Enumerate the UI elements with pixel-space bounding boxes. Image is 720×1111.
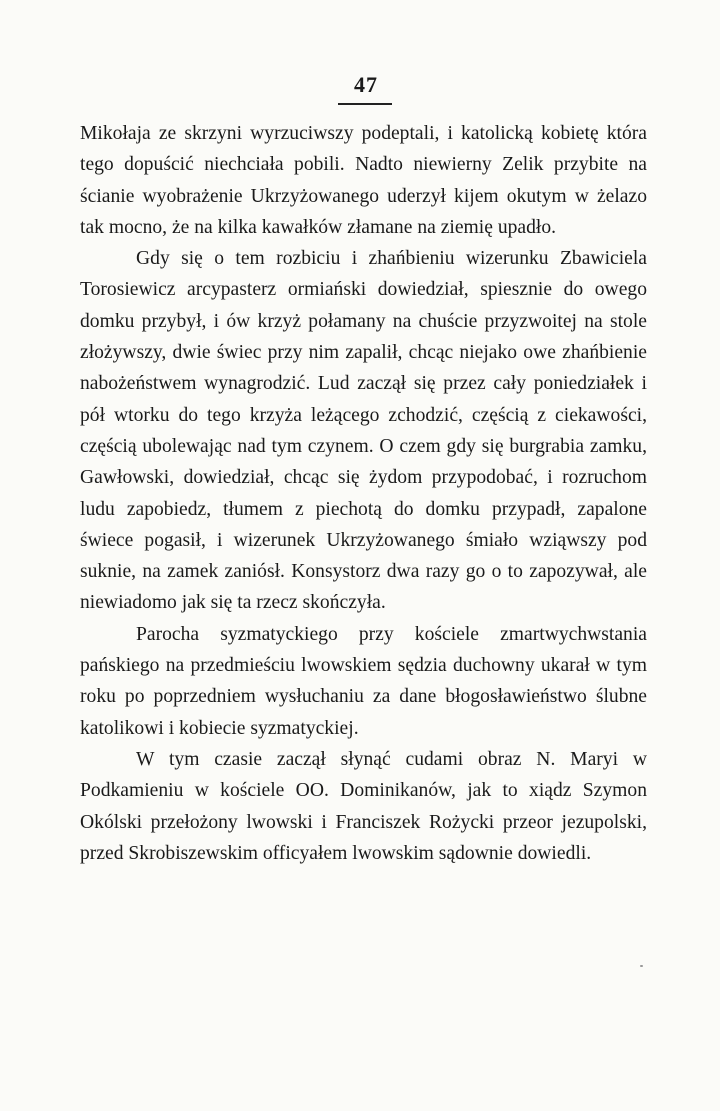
body-text — [80, 118, 647, 869]
paragraph-3: Parocha syzmatyckiego przy kościele zmartwychwstania pańskiego na przedmieściu lwowskiem sędzia duchowny ukarał w tym roku po poprzedniem wysłuchaniu za dane błogosławieństwo ślubne katolikowi i kobiecie syzmatyckiej. — [80, 623, 647, 739]
page-number-rule — [338, 103, 392, 105]
paper-speck — [640, 965, 643, 967]
paragraph-4: W tym czasie zaczął słynąć cudami obraz N. Maryi w Podkamieniu w kościele OO. Dominikanów, jak to xiądz Szymon Okólski przełożony lwowski i Franciszek Rożycki przeor jezupolski, przed Skrobiszewskim officyałem lwowskim sądownie dowiedli. — [80, 748, 647, 864]
paragraph-1: Mikołaja ze skrzyni wyrzuciwszy podeptali, i katolicką kobietę która tego dopuścić niechciała pobili. Nadto niewierny Zelik przybite na ścianie wyobrażenie Ukrzyżowanego uderzył kijem okutym w żelazo tak mocno, że na kilka kawałków złamane na ziemię upadło. — [80, 123, 647, 238]
page-number: 47 — [354, 72, 378, 97]
paragraph-2: Gdy się o tem rozbiciu i zhańbieniu wizerunku Zbawiciela Torosiewicz arcypasterz ormiański dowiedział, spiesznie do owego domku przybył, i ów krzyż połamany na chuście przyzwoitej na stole złożywszy, dwie świec przy nim zapalił, chcąc niejako owe zhańbienie nabożeństwem wynagrodzić. Lud zaczął się przez cały poniedziałek i pół wtorku do tego krzyża leżącego zchodzić, częścią z ciekawości, częścią ubolewając nad tym czynem. O czem gdy się burgrabia zamku, Gawłowski, dowiedział, chcąc się żydom przypodobać, i rozruchom ludu zapobiedz, tłumem z piechotą do domku przypadł, zapalone świece pogasił, i wizerunek Ukrzyżowanego śmiało wziąwszy pod suknie, na zamek zaniósł. Konsystorz dwa razy go o to zapozywał, ale niewiadomo jak się ta rzecz skończyła. — [80, 248, 647, 614]
